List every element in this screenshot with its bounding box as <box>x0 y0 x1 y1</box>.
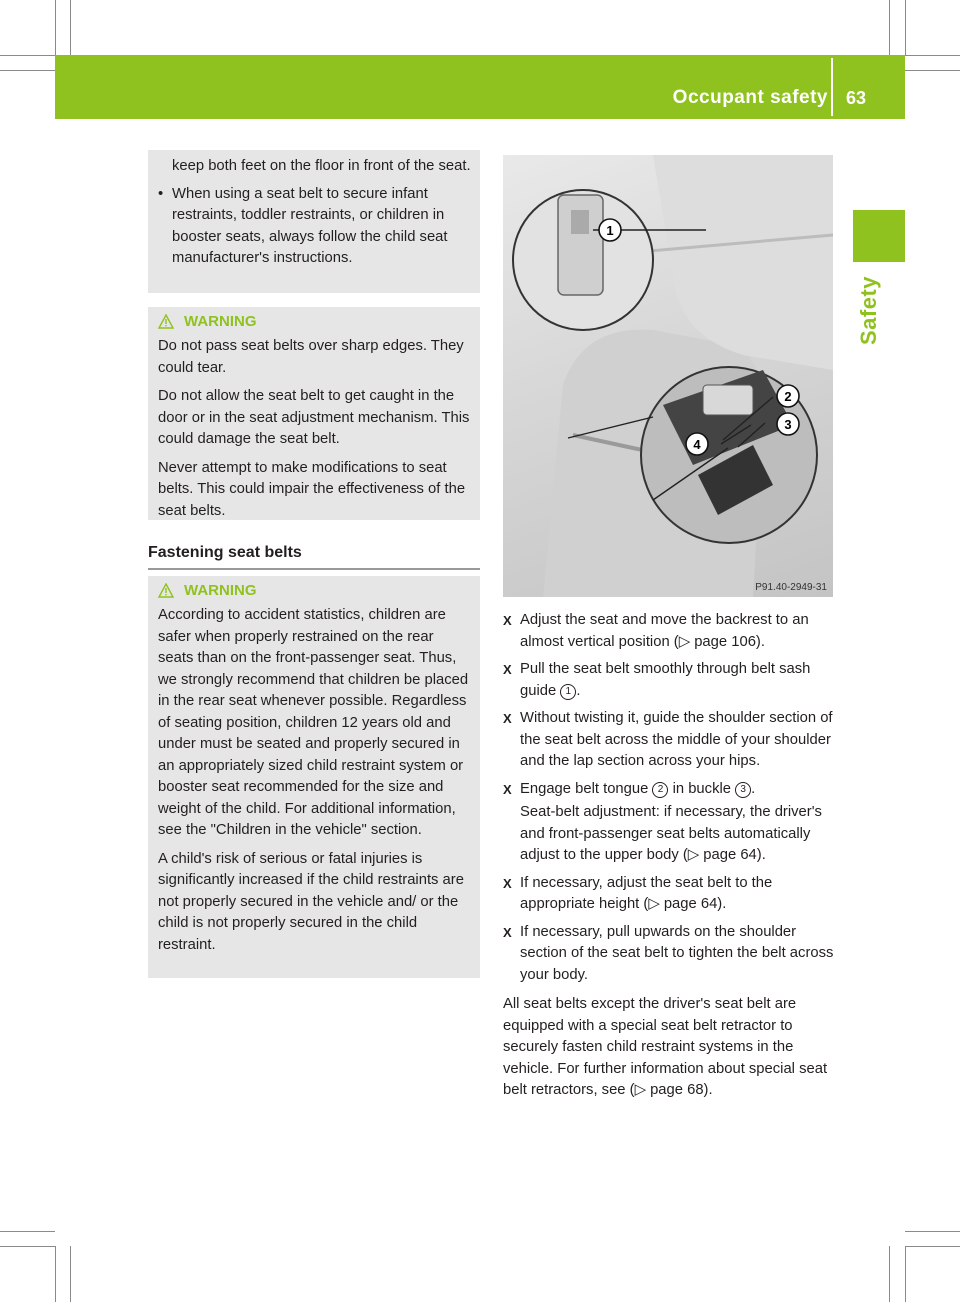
figure-id: P91.40-2949-31 <box>755 582 827 593</box>
warning-paragraph: According to accident statistics, children are safer when properly restrained on the rear seats than on the front-passenger seat. Thus, we strongly recommend that children be placed in the rear seat whenever possible. Regardless of seating position, children 12 years old and under must be seated and properly secured in an appropriately sized child restraint system or booster seat recommended for the size and weight of the child. For additional information, see the "Children in the vehicle" section. <box>158 607 469 838</box>
crop-mark <box>0 55 55 56</box>
step-arrow-icon: X <box>503 875 512 891</box>
step-arrow-icon: X <box>503 711 512 726</box>
callout-ref: 3 <box>735 782 751 798</box>
crop-mark <box>70 1246 71 1302</box>
step-item <box>503 779 838 801</box>
crop-mark <box>70 0 71 55</box>
instruction-steps <box>503 610 838 1102</box>
crop-mark <box>905 55 960 56</box>
step-arrow-icon: X <box>503 781 512 797</box>
intro-text: keep both feet on the floor in front of the seat. <box>172 158 471 174</box>
crop-mark <box>0 1231 55 1232</box>
callout-label: 3 <box>784 417 792 432</box>
crop-mark <box>889 0 890 55</box>
page-title: Occupant safety <box>672 87 828 108</box>
warning-paragraph: Do not allow the seat belt to get caught in the door or in the seat adjustment mechanism. This could damage the seat belt. <box>158 388 470 447</box>
step-text: Without twisting it, guide the shoulder section of the seat belt across the middle of your shoulder and the lap section across your hips. <box>520 710 833 769</box>
step-item <box>503 659 838 702</box>
section-tab-label: Safety <box>856 275 881 345</box>
warning-heading <box>158 313 472 330</box>
callout-ref: 2 <box>652 782 668 798</box>
crop-mark <box>905 1246 960 1247</box>
callout-3 <box>777 413 799 435</box>
step-text: Pull the seat belt smoothly through belt sash guide <box>520 661 811 699</box>
crop-mark <box>55 1246 56 1302</box>
crop-mark <box>889 1246 890 1302</box>
step-text: . <box>576 682 581 699</box>
bullet-glyph: • <box>158 185 164 202</box>
bullet-item <box>148 184 472 270</box>
top-info-box <box>148 150 480 293</box>
callout-2 <box>777 385 799 407</box>
warning-title: WARNING <box>184 313 257 330</box>
warning-title: WARNING <box>184 582 257 599</box>
step-item <box>503 873 838 916</box>
warning-paragraph: A child's risk of serious or fatal injuries is significantly increased if the child restraints are not properly secured in the vehicle and/ or the child is not properly secured in the child restraint. <box>158 850 464 953</box>
step-item <box>503 922 838 987</box>
step-text: If necessary, pull upwards on the shoulder section of the seat belt to tighten the belt across your body. <box>520 923 834 983</box>
seat-illustration <box>503 155 833 597</box>
callout-1 <box>599 219 621 241</box>
warning-paragraph: Never attempt to make modifications to seat belts. This could impair the effectiveness of the seat belts. <box>158 459 466 519</box>
crop-mark <box>905 0 906 55</box>
section-heading: Fastening seat belts <box>148 544 480 570</box>
step-text: in buckle <box>668 780 736 797</box>
warning-icon <box>158 314 174 329</box>
crop-mark <box>905 70 960 71</box>
step-text: Engage belt tongue <box>520 780 653 797</box>
crop-mark <box>55 0 56 55</box>
warning-paragraph: Do not pass seat belts over sharp edges. They could tear. <box>158 338 464 376</box>
header-divider <box>831 58 833 116</box>
crop-mark <box>905 1246 906 1302</box>
crop-mark <box>905 1231 960 1232</box>
step-text: If necessary, adjust the seat belt to the appropriate height (▷ page 64). <box>520 874 773 912</box>
step-result: Seat-belt adjustment: if necessary, the driver's and front-passenger seat belts automatically adjust to the upper body (▷ page 64). <box>520 804 822 863</box>
section-tab <box>853 210 905 262</box>
step-item <box>503 610 838 653</box>
closing-paragraph: All seat belts except the driver's seat belt are equipped with a special seat belt retractor to securely fasten child restraint systems in the vehicle. For further information about special seat belt retractors, see (▷ page 68). <box>503 996 828 1098</box>
seat-belt-figure <box>503 155 833 597</box>
callout-ref: 1 <box>560 684 576 700</box>
step-arrow-icon: X <box>503 613 512 628</box>
warning-box-2 <box>148 576 480 978</box>
step-text: Adjust the seat and move the backrest to an almost vertical position (▷ page 106). <box>520 612 809 650</box>
step-arrow-icon: X <box>503 662 512 677</box>
step-text: . <box>751 780 756 797</box>
page-number: 63 <box>846 88 867 108</box>
warning-heading <box>158 582 472 599</box>
crop-mark <box>0 70 55 71</box>
callout-label: 2 <box>784 389 792 404</box>
callout-label: 4 <box>693 437 701 452</box>
bullet-text: When using a seat belt to secure infant restraints, toddler restraints, or children in booster seats, always follow the child seat manufacturer's instructions. <box>172 185 448 266</box>
callout-label: 1 <box>606 223 614 238</box>
callout-4 <box>686 433 708 455</box>
crop-mark <box>0 1246 55 1247</box>
step-item <box>503 708 838 773</box>
step-arrow-icon: X <box>503 924 512 940</box>
warning-icon <box>158 583 174 598</box>
warning-box-1 <box>148 307 480 520</box>
